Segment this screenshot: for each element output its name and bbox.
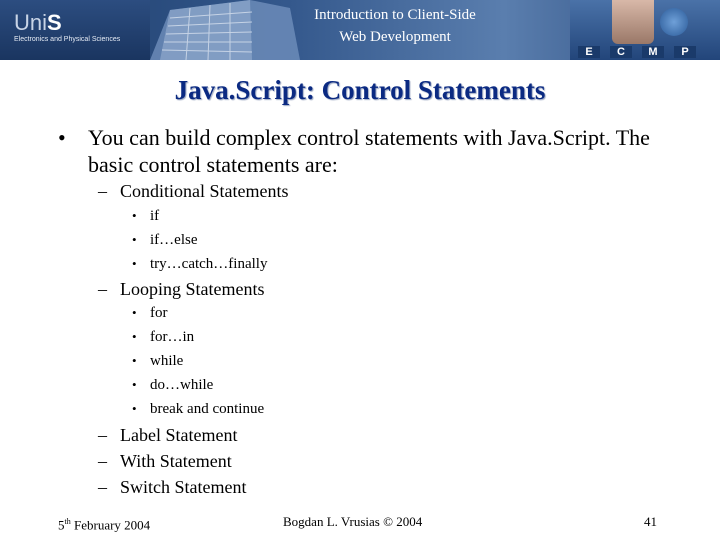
group-label: Conditional Statements — [120, 181, 289, 201]
bullet-icon: • — [132, 377, 137, 392]
ecm-letter-c: C — [610, 46, 632, 58]
group-label: Switch Statement — [120, 477, 247, 497]
ecm-letter-m: M — [642, 46, 664, 58]
ecm-letters — [578, 44, 720, 60]
list-item-looping — [98, 278, 264, 300]
list-item-with-statement — [98, 450, 232, 472]
footer-date: 5th February 2004 — [58, 517, 151, 533]
sub-item: • for — [132, 305, 168, 321]
dash-marker: – — [98, 181, 107, 201]
dash-marker: – — [98, 451, 107, 471]
dash-marker: – — [98, 477, 107, 497]
dash-marker: – — [98, 279, 107, 299]
bullet-icon: • — [132, 256, 137, 271]
list-item-switch-statement — [98, 476, 246, 498]
course-title-line2: Web Development — [339, 29, 451, 45]
intro-bullet-item — [58, 124, 698, 178]
ecm-letter-p: P — [674, 46, 696, 58]
sub-item: • for…in — [132, 329, 195, 345]
page-number: 41 — [644, 514, 657, 529]
sub-item: • if — [132, 208, 160, 224]
sub-item: • break and continue — [132, 401, 265, 417]
list-item-label-statement — [98, 424, 237, 446]
header-banner — [0, 0, 720, 60]
sub-item: • try…catch…finally — [132, 256, 268, 272]
bullet-icon: • — [132, 353, 137, 368]
portrait-photo — [612, 0, 654, 44]
ecm-letter-e: E — [578, 46, 600, 58]
group-label: With Statement — [120, 451, 232, 471]
bullet-icon: • — [132, 329, 137, 344]
sub-item: • while — [132, 353, 184, 369]
group-label: Looping Statements — [120, 279, 265, 299]
unis-logo — [0, 0, 150, 60]
bullet-icon: • — [132, 232, 137, 247]
bullet-icon: • — [132, 401, 137, 416]
slide-title: Java.Script: Control Statements — [174, 75, 546, 105]
list-item-conditional — [98, 180, 289, 202]
intro-text: You can build complex control statements with Java.Script. The basic control statements are: — [88, 125, 650, 177]
sub-item: • if…else — [132, 232, 198, 248]
course-title-line1: Introduction to Client-Side — [314, 7, 476, 23]
unis-logo-subtitle: Electronics and Physical Sciences — [14, 36, 121, 43]
bullet-icon: • — [58, 125, 66, 150]
bullet-icon: • — [132, 305, 137, 320]
dash-marker: – — [98, 425, 107, 445]
sub-item: • do…while — [132, 377, 214, 393]
group-label: Label Statement — [120, 425, 238, 445]
course-title — [260, 4, 530, 48]
footer-author: Bogdan L. Vrusias © 2004 — [283, 514, 423, 529]
sigma-icon — [660, 8, 688, 36]
unis-logo-text: UniS — [14, 10, 62, 35]
bullet-icon: • — [132, 208, 137, 223]
